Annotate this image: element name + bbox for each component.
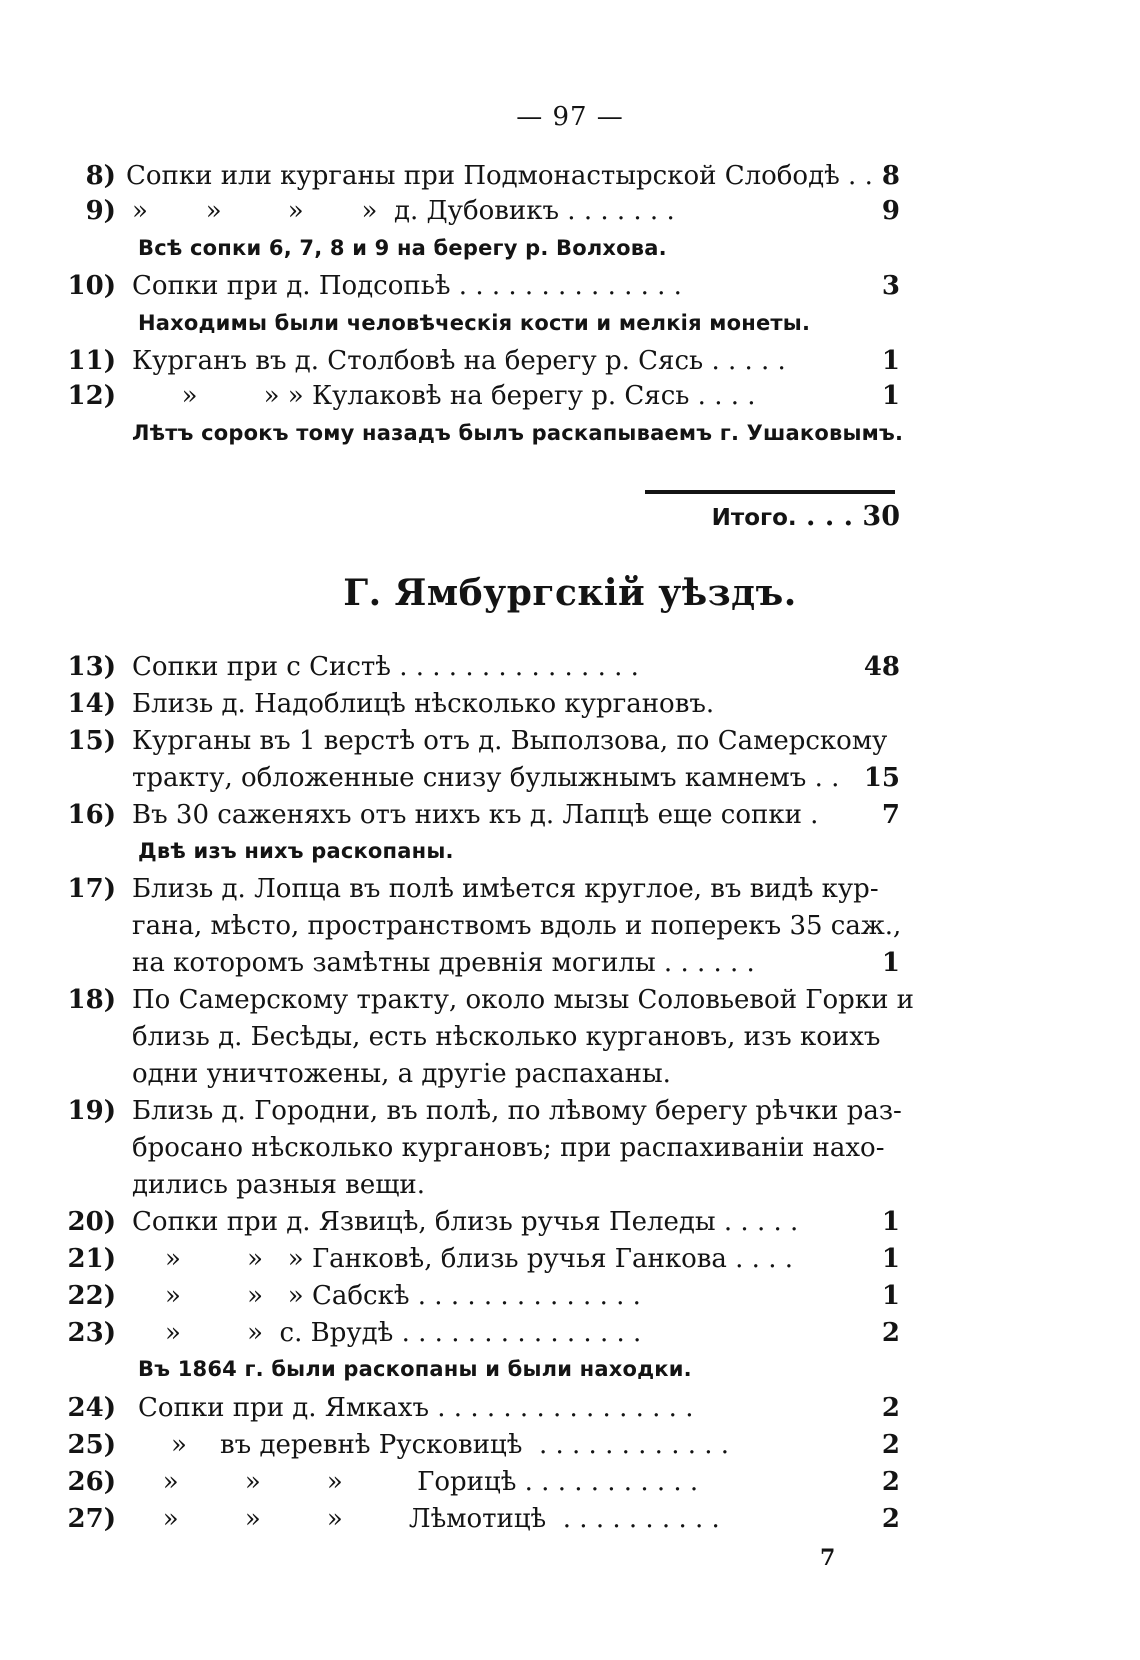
entry-count: 2 [881,1467,900,1497]
list-item-continuation [0,908,1140,944]
entry-number: 24) [67,1393,116,1423]
signature-mark: 7 [820,1545,836,1571]
note: Лѣтъ сорокъ тому назадъ былъ раскапываемъ г. Ушаковымъ. [132,421,904,445]
entry-number: 26) [67,1467,116,1497]
list-item [0,649,1140,685]
total-rule [645,490,895,494]
entry-text: » » » Лѣмотицѣ . . . . . . . . . . [138,1504,720,1534]
list-item [0,1464,1140,1500]
entry-text: » » с. Врудѣ . . . . . . . . . . . . . . . [132,1318,642,1348]
list-item-continuation [0,1167,1140,1203]
entry-number: 20) [67,1207,116,1237]
entry-text: тракту, обложенные снизу булыжнымъ камнемъ . . [132,763,840,793]
entry-count: 1 [881,381,900,411]
list-item-continuation [0,760,1140,796]
note: Въ 1864 г. были раскопаны и были находки. [138,1357,692,1381]
entry-text: » въ деревнѣ Русковицѣ . . . . . . . . . . . . [138,1430,730,1460]
entry-number: 25) [67,1430,116,1460]
list-item [0,871,1140,907]
list-item [0,1241,1140,1277]
list-item [0,343,1140,379]
list-item-continuation [0,1056,1140,1092]
list-item [0,378,1140,414]
entry-text: Сопки при д. Подсопьѣ . . . . . . . . . . . . . . [132,271,682,301]
list-item [0,686,1140,722]
entry-text: дились разныя вещи. [132,1170,425,1200]
entry-number: 17) [67,874,116,904]
entry-number: 11) [67,346,116,376]
entry-count: 1 [881,1207,900,1237]
entry-text: Близь д. Лопца въ полѣ имѣется круглое, въ видѣ кур- [132,874,879,904]
entry-text: близь д. Бесѣды, есть нѣсколько кургановъ, изъ коихъ [132,1022,881,1052]
total-line [660,497,900,538]
entry-number: 8) [85,161,116,191]
entry-count: 1 [881,1281,900,1311]
entry-number: 18) [67,985,116,1015]
entry-count: 2 [881,1504,900,1534]
entry-number: 21) [67,1244,116,1274]
entry-text: Сопки при д. Ямкахъ . . . . . . . . . . . . . . . . [138,1393,694,1423]
entry-count: 7 [881,800,900,830]
list-item [0,723,1140,759]
entry-text: » » » Сабскѣ . . . . . . . . . . . . . . [132,1281,641,1311]
entry-text: Сопки или курганы при Подмонастырской Слободѣ . . [126,161,873,191]
entry-number: 27) [67,1504,116,1534]
entry-text: » » » Кулаковѣ на берегу р. Сясь . . . . [132,381,756,411]
list-item [0,982,1140,1018]
list-item [0,268,1140,304]
list-item [0,797,1140,833]
note: Всѣ сопки 6, 7, 8 и 9 на берегу р. Волхова. [138,236,667,260]
entry-text: По Самерскому тракту, около мызы Соловьевой Горки и [132,985,914,1015]
entry-text: Курганы въ 1 верстѣ отъ д. Выползова, по Самерскому [132,726,888,756]
list-item [0,158,1140,194]
entry-number: 22) [67,1281,116,1311]
entry-text: Близь д. Городни, въ полѣ, по лѣвому берегу рѣчки раз- [132,1096,902,1126]
entry-number: 13) [67,652,116,682]
entry-count: 2 [881,1393,900,1423]
total-label: Итого. [711,505,797,531]
total-dots: . . . [806,501,854,532]
entry-count: 2 [881,1430,900,1460]
entry-text: Близь д. Надоблицѣ нѣсколько кургановъ. [132,689,715,719]
note: Находимы были человѣческія кости и мелкія монеты. [138,311,811,335]
list-item [0,1093,1140,1129]
total-value: 30 [862,501,900,532]
entry-text: Курганъ въ д. Столбовѣ на берегу р. Сясь . . . . . [132,346,786,376]
entry-text: » » » Ганковѣ, близь ручья Ганкова . . . . [132,1244,794,1274]
list-item [0,1204,1140,1240]
entry-count: 1 [881,346,900,376]
entry-count: 3 [881,271,900,301]
page-number: — 97 — [516,102,624,132]
entry-number: 15) [67,726,116,756]
entry-count: 2 [881,1318,900,1348]
entry-number: 12) [67,381,116,411]
entry-number: 14) [67,689,116,719]
entry-count: 1 [881,1244,900,1274]
entry-text: » » » » д. Дубовикъ . . . . . . . [132,196,675,226]
note: Двѣ изъ нихъ раскопаны. [138,839,454,863]
entry-text: » » » Горицѣ . . . . . . . . . . . [138,1467,699,1497]
entry-count: 8 [881,161,900,191]
list-item [0,1315,1140,1351]
list-item-continuation [0,1019,1140,1055]
entry-text: Сопки при с Систѣ . . . . . . . . . . . . . . . [132,652,639,682]
entry-count: 15 [863,763,900,793]
list-item-continuation [0,945,1140,981]
entry-number: 23) [67,1318,116,1348]
list-item [0,1278,1140,1314]
entry-text: на которомъ замѣтны древнія могилы . . . . . . [132,948,755,978]
entry-text: бросано нѣсколько кургановъ; при распахиваніи нахо- [132,1133,885,1163]
entry-number: 19) [67,1096,116,1126]
entry-count: 48 [863,652,900,682]
entry-count: 1 [881,948,900,978]
entry-text: одни уничтожены, а другіе распаханы. [132,1059,671,1089]
entry-text: гана, мѣсто, пространствомъ вдоль и поперекъ 35 саж., [132,911,902,941]
entry-number: 9) [85,196,116,226]
entry-count: 9 [881,196,900,226]
list-item [0,1427,1140,1463]
list-item [0,193,1140,229]
entry-number: 16) [67,800,116,830]
entry-text: Въ 30 саженяхъ отъ нихъ къ д. Лапцѣ еще сопки . [132,800,819,830]
section-heading: Г. Ямбургскій уѣздъ. [343,572,797,614]
list-item [0,1390,1140,1426]
list-item [0,1501,1140,1537]
entry-text: Сопки при д. Язвицѣ, близь ручья Пеледы . . . . . [132,1207,799,1237]
list-item-continuation [0,1130,1140,1166]
entry-number: 10) [67,271,116,301]
